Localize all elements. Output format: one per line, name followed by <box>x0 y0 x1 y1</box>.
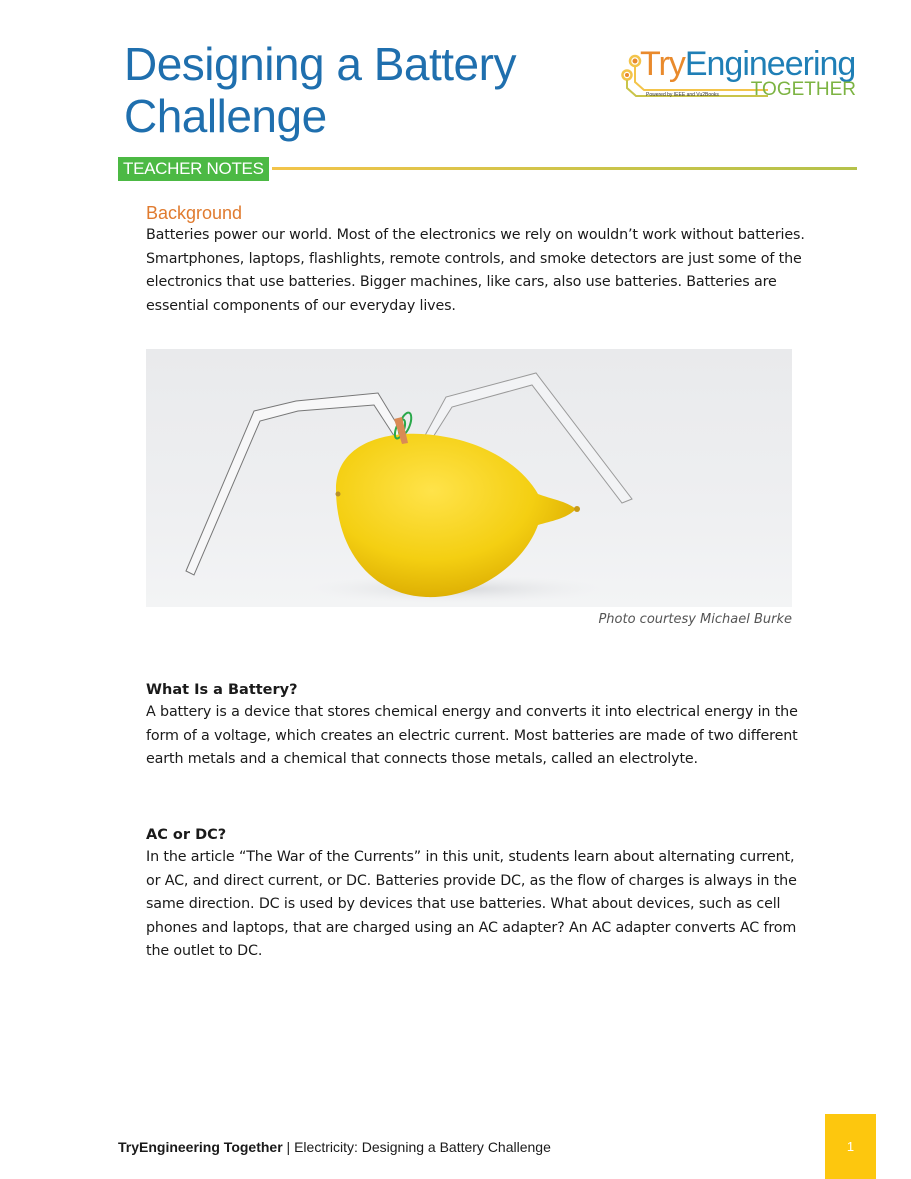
ac-dc-paragraph: In the article “The War of the Currents” in this unit, students learn about alternating current, or AC, and direct current, or DC. Batteries provide DC, as the flow of charges is always in the same direction. DC is used by devices that use batteries. What about devices, such as cell phones and laptops, that are charged using an AC adapter? An AC adapter converts AC from the outlet to DC. <box>146 849 797 959</box>
page-number: 1 <box>846 1139 855 1154</box>
logo-powered-by: Powered by IEEE and Vu2Books <box>646 92 719 98</box>
background-paragraph: Batteries power our world. Most of the electronics we rely on wouldn’t work without batteries. Smartphones, laptops, flashlights, remote controls, and smoke detectors are just some of the electronics that use batteries. Bigger machines, like cars, also use batteries. Batteries are essential components of our everyday lives. <box>146 227 805 314</box>
page-title-line-2: Challenge <box>124 90 327 142</box>
footer <box>118 1139 551 1155</box>
teacher-notes-badge: TEACHER NOTES <box>118 157 269 181</box>
lemon-stem <box>336 492 341 497</box>
footer-brand: TryEngineering Together <box>118 1139 283 1155</box>
footer-subtitle: Electricity: Designing a Battery Challenge <box>294 1139 551 1155</box>
tryengineering-logo <box>618 44 868 110</box>
what-is-battery-paragraph: A battery is a device that stores chemical energy and converts it into electrical energy in the form of a voltage, which creates an electric current. Most batteries are made of two different earth metals and a chemical that connects those metals, called an electrolyte. <box>146 704 798 767</box>
lemon-battery-photo <box>146 349 792 607</box>
lemon-battery-illustration <box>146 349 792 607</box>
page-number-badge <box>825 1114 876 1179</box>
background-section <box>146 202 806 318</box>
logo-wordmark: TryEngineering <box>640 45 856 83</box>
ac-dc-section <box>146 824 806 964</box>
logo-together: TOGETHER <box>750 79 856 100</box>
page-title-line-1: Designing a Battery <box>124 38 516 90</box>
header-divider <box>272 167 857 170</box>
page-title <box>124 38 516 142</box>
what-is-battery-heading: What Is a Battery? <box>146 682 298 698</box>
photo-caption: Photo courtesy Michael Burke <box>598 612 792 627</box>
ac-dc-heading: AC or DC? <box>146 827 227 843</box>
what-is-battery-section <box>146 679 806 772</box>
footer-separator: | <box>282 1139 295 1155</box>
lemon-tip <box>574 506 580 512</box>
lemon <box>336 434 576 597</box>
background-heading: Background <box>146 203 243 223</box>
